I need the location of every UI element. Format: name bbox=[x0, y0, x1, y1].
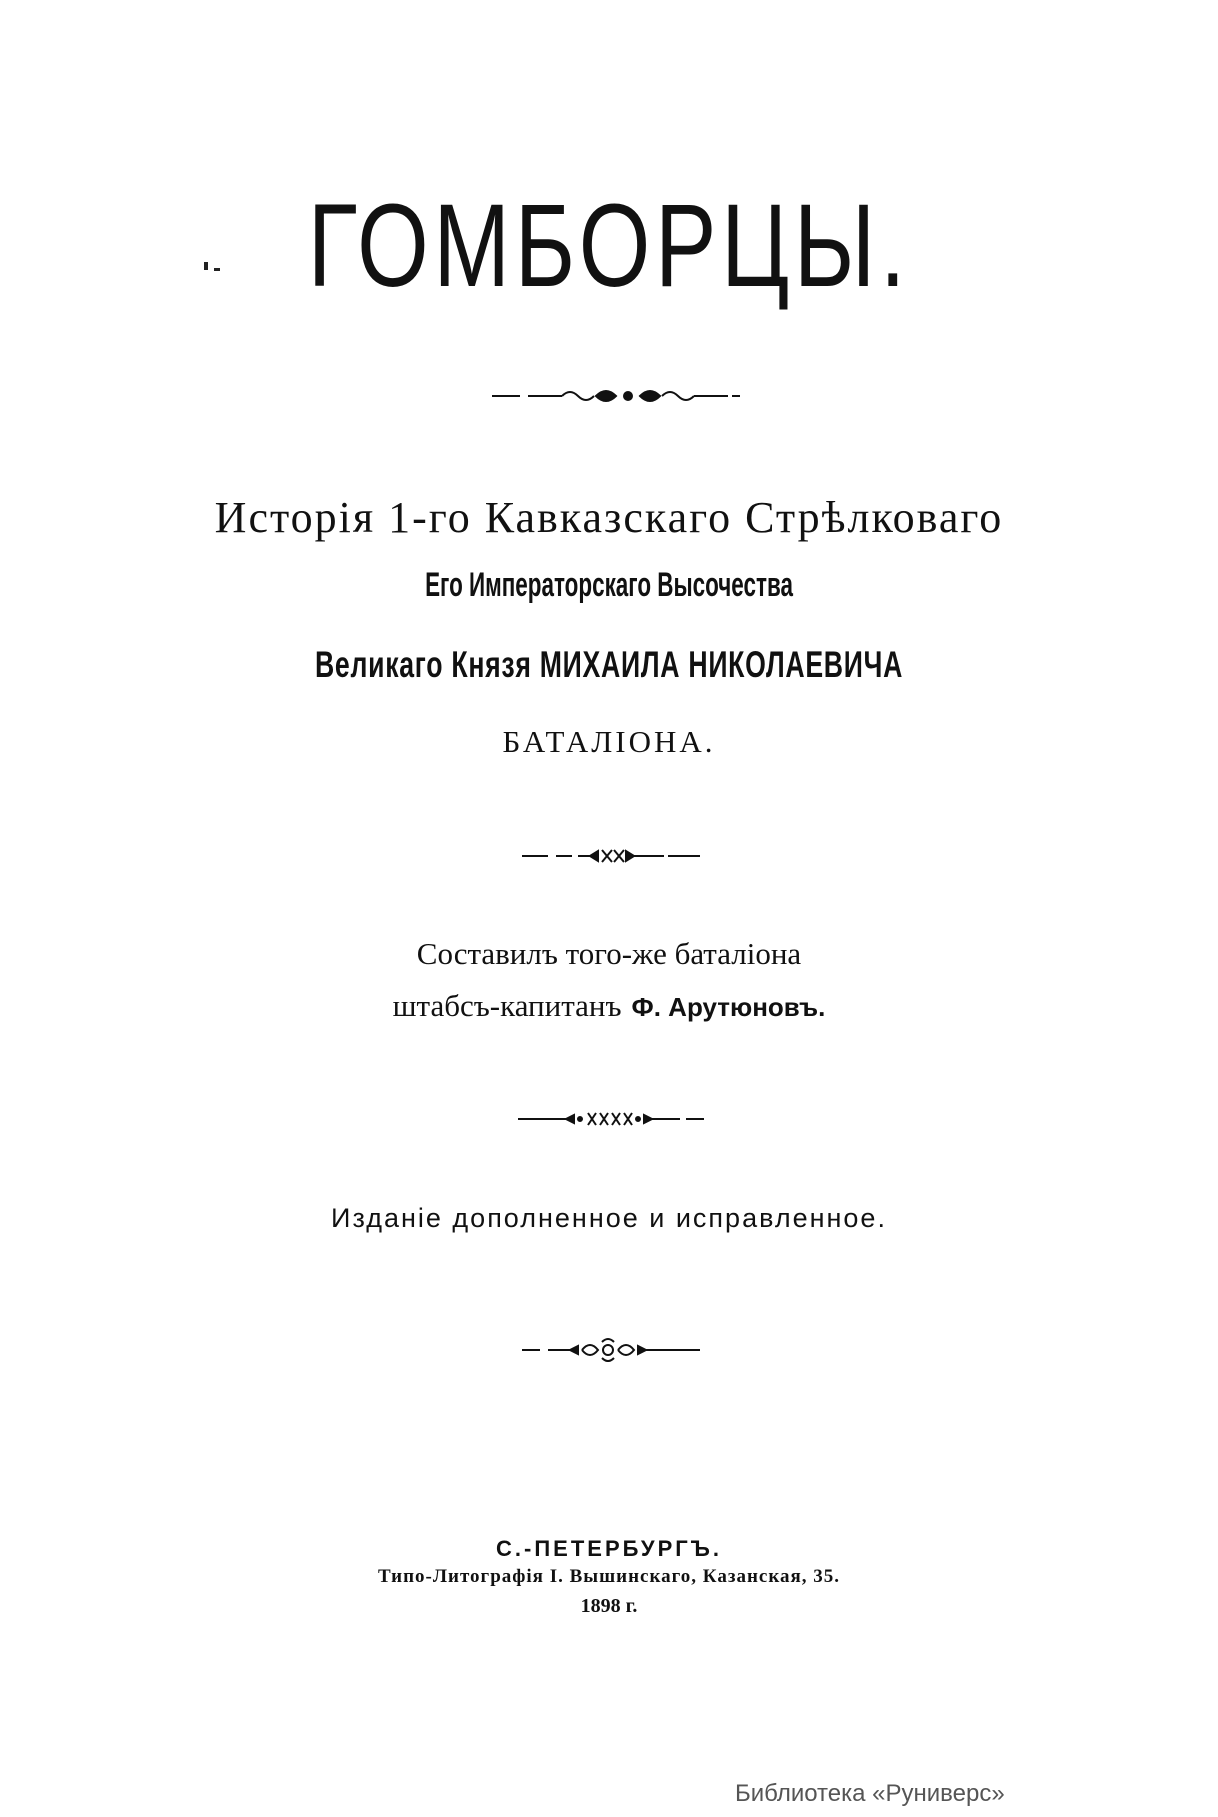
ornament-divider bbox=[0, 844, 1218, 868]
ornament-divider bbox=[0, 1338, 1218, 1362]
subtitle-line-1: Исторія 1-го Кавказскаго Стрѣлковаго bbox=[214, 493, 1004, 542]
subtitle-line-4: БАТАЛІОНА. bbox=[502, 724, 716, 759]
subtitle-line-3: Великаго Князя МИХАИЛА НИКОЛАЕВИЧА bbox=[314, 644, 904, 685]
imprint-city: С.-ПЕТЕРБУРГЪ. bbox=[496, 1536, 722, 1561]
ornament-divider bbox=[0, 1107, 1218, 1131]
library-watermark: Библиотека «Руниверс» bbox=[735, 1780, 1005, 1807]
ornament-divider bbox=[0, 384, 1218, 408]
subtitle-line-2: Его Императорскаго Высочества bbox=[425, 566, 793, 604]
compiler-rank: штабсъ-капитанъ bbox=[392, 988, 622, 1023]
edition-note: Изданіе дополненное и исправленное. bbox=[331, 1203, 887, 1233]
imprint-printer: Типо-Литографія I. Вышинскаго, Казанская, 35. bbox=[377, 1566, 841, 1587]
author-name: Ф. Арутюновъ. bbox=[631, 992, 826, 1022]
compiler-line-2 bbox=[0, 988, 1218, 1024]
imprint-year: 1898 г. bbox=[580, 1595, 638, 1617]
book-title: ГОМБОРЦЫ. bbox=[307, 180, 911, 312]
compiler-line-1: Составилъ того-же баталіона bbox=[416, 936, 802, 971]
